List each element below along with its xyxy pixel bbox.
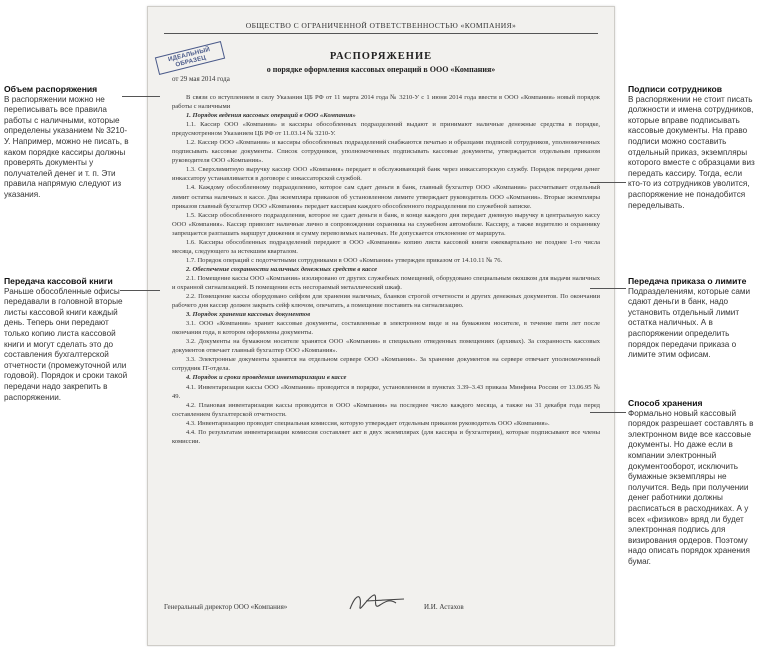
- paragraph: 1.1. Кассир ООО «Компания» и кассиры обособленных подразделений выдают и принимают наличные денежные средства в порядке, предусмотренном Указанием ЦБ РФ от 11.03.14 № 3210-У.: [172, 121, 600, 138]
- header-divider: [164, 33, 598, 34]
- document-title: РАСПОРЯЖЕНИЕ: [329, 51, 433, 62]
- sample-stamp: ИДЕАЛЬНЫЙ ОБРАЗЕЦ: [155, 41, 225, 75]
- paragraph: 3.2. Документы на бумажном носителе хранятся ООО «Компания» в специально отведенных помещениях (архивах). За сохранность кассовых документов отвечает главный бухгалтер ООО «Компания».: [172, 338, 600, 355]
- document-page: [147, 6, 615, 646]
- signature-name: И.И. Астахов: [424, 603, 464, 611]
- note-text: Формально новый кассовый порядок разрешает составлять в электронном виде все кассовые документы. Но даже если в компании электронный документооборот, исключить бумажные экземпляры не получится. Ведь при получении денег работники должны расписаться в расходниках. А у всех «физиков» вряд ли будет электронная подпись для визирования ордеров. Поэтому надо описать порядок хранения бумаг.: [628, 408, 754, 566]
- section-heading: 2. Обеспечение сохранности наличных денежных средств в кассе: [186, 265, 378, 273]
- paragraph: 3.3. Электронные документы хранятся на отдельном сервере ООО «Компания». За хранение документов на сервере отвечает уполномоченный сотрудник IT-отдела.: [172, 356, 600, 373]
- handwritten-signature: [344, 589, 414, 617]
- note-title: Подписи сотрудников: [628, 84, 723, 94]
- section-heading: 3. Порядок хранения кассовых документов: [186, 311, 311, 319]
- leader-line: [590, 288, 626, 289]
- note-title: Объем распоряжения: [4, 84, 98, 94]
- company-header: ОБЩЕСТВО С ОГРАНИЧЕННОЙ ОТВЕТСТВЕННОСТЬЮ «КОМПАНИЯ»: [245, 21, 517, 30]
- leader-line: [590, 182, 626, 183]
- paragraph: 1.5. Кассир обособленного подразделения, которое не сдает деньги в банк, в конце каждого дня передает дневную выручку в центральную кассу ООО «Компания». Кассир привозит наличные лично в сопровождении охранника на служебном автомобиле. Кассиру, а также водителю и охраннику запрещается разглашать маршрут движения и сумму перевозимых наличных. Не допускается отклонение от маршрута.: [172, 211, 600, 237]
- note-title: Передача приказа о лимите: [628, 276, 747, 286]
- document-subtitle: о порядке оформления кассовых операций в ООО «Компания»: [266, 65, 496, 74]
- paragraph: В связи со вступлением в силу Указания ЦБ РФ от 11 марта 2014 года № 3210-У с 1 июня 2014 года ввести в ООО «Компания» новый порядок работы с наличными: [172, 94, 600, 111]
- note-scope: [4, 84, 132, 201]
- paragraph: 1.4. Каждому обособленному подразделению, которое сам сдает деньги в банк, главный бухгалтер ООО «Компания» рассчитывает отдельный лимит остатка наличных в кассе. Два экземпляра приказов об установленном лимите утверждает руководитель ООО «Компания». Вторые экземпляры приказов главный бухгалтер ООО «Компания» передает кассирам каждого обособленного подразделения по служебной записке.: [172, 184, 600, 210]
- note-text: Раньше обособленные офисы передавали в головной вторые листы кассовой книги каждый день. Теперь они передают только копию листа кассовой книги и могут сделать это до составления бухгалтерской отчетности (промежуточной или годовой). Порядок и сроки такой передачи надо закрепить в распоряжении.: [4, 286, 128, 402]
- note-cash-book: [4, 276, 132, 403]
- note-title: Передача кассовой книги: [4, 276, 113, 286]
- paragraph: 3.1. ООО «Компания» хранит кассовые документы, составленные в электронном виде и на бумажном носителе, в течение пяти лет после окончания года, в котором оформлены документы.: [172, 320, 600, 337]
- document-date: от 29 мая 2014 года: [172, 75, 230, 83]
- note-text: В распоряжении не стоит писать должности и имена сотрудников, которые вправе подписывать кассовые документы. На право подписи можно составить отдельный приказ, экземпляры которого вместе с образцами виз передать кассиру. Тогда, если кто-то из сотрудников уволится, распоряжение не понадобится переделывать.: [628, 94, 755, 210]
- paragraph: 4.4. По результатам инвентаризации комиссия составляет акт в двух экземплярах (для кассира и бухгалтерии), которые подписывают все члены комиссии.: [172, 428, 600, 445]
- paragraph: 4.1. Инвентаризация кассы ООО «Компания» проводится в порядке, установленном в пунктах 3.39–3.43 приказа Минфина России от 13.06.95 № 49.: [172, 383, 600, 400]
- signature-position: Генеральный директор ООО «Компания»: [164, 603, 288, 611]
- paragraph: 1.6. Кассиры обособленных подразделений передают в ООО «Компания» копию листа кассовой книги ежеквартально не позднее 1-го числа месяца, следующего за истекшим кварталом.: [172, 238, 600, 255]
- paragraph: 1.3. Сверхлимитную выручку кассир ООО «Компания» передает в обслуживающий банк через инкассаторскую службу. Порядок передачи денег инкассатору устанавливается в договоре с инкассаторской службой.: [172, 166, 600, 183]
- leader-line: [122, 96, 160, 97]
- note-limit-order: [628, 276, 756, 361]
- note-text: Подразделениям, которые сами сдают деньги в банк, надо установить отдельный лимит остатка наличных. А в распоряжении определить порядок передачи приказа о лимите этим офисам.: [628, 286, 751, 360]
- paragraph: 2.2. Помещение кассы оборудовано сейфом для хранения наличных, бланков строгой отчетности и других денежных документов. По окончании рабочего дня кассир должен закрыть сейф ключом, опечатать, а помещение поставить на сигнализацию.: [172, 293, 600, 310]
- section-heading: 1. Порядок ведения кассовых операций в ООО «Компания»: [186, 112, 356, 120]
- note-title: Способ хранения: [628, 398, 703, 408]
- paragraph: 1.7. Порядок операций с подотчетными сотрудниками в ООО «Компания» утвержден приказом от 14.10.11 № 76.: [186, 256, 503, 264]
- paragraph: 4.3. Инвентаризацию проводит специальная комиссия, которую утверждает отдельным приказом руководитель ООО «Компания».: [186, 419, 550, 427]
- leader-line: [120, 290, 160, 291]
- section-heading: 4. Порядок и сроки проведения инвентаризации в кассе: [186, 374, 347, 382]
- note-storage: [628, 398, 756, 568]
- note-text: В распоряжении можно не переписывать все правила работы с наличными, которые определены указанием № 3210-У. Например, можно не писать, в каком порядке кассиры должны проверять документы у получателей денег и т. п. Эти правила напрямую следуют из указания.: [4, 94, 129, 199]
- paragraph: 2.1. Помещение кассы ООО «Компания» изолировано от других служебных помещений, оборудовано специальным окошком для выдачи наличных и охранной сигнализацией. В помещении есть несгораемый металлический шкаф.: [172, 274, 600, 291]
- leader-line: [590, 412, 626, 413]
- document-body: [172, 93, 600, 446]
- paragraph: 4.2. Плановая инвентаризация кассы проводится в ООО «Компания» на последнее число каждого месяца, а также на 31 декабря года перед составлением бухгалтерской отчетности.: [172, 401, 600, 418]
- note-signatures: [628, 84, 756, 211]
- paragraph: 1.2. Кассир ООО «Компания» и кассиры обособленных подразделений снабжаются печатью и образцами подписей сотрудников, уполномоченных подписывать кассовые документы. Список сотрудников, уполномоченных подписывать кассовые документы, утверждается отдельным приказом руководителя ООО «Компания».: [172, 139, 600, 165]
